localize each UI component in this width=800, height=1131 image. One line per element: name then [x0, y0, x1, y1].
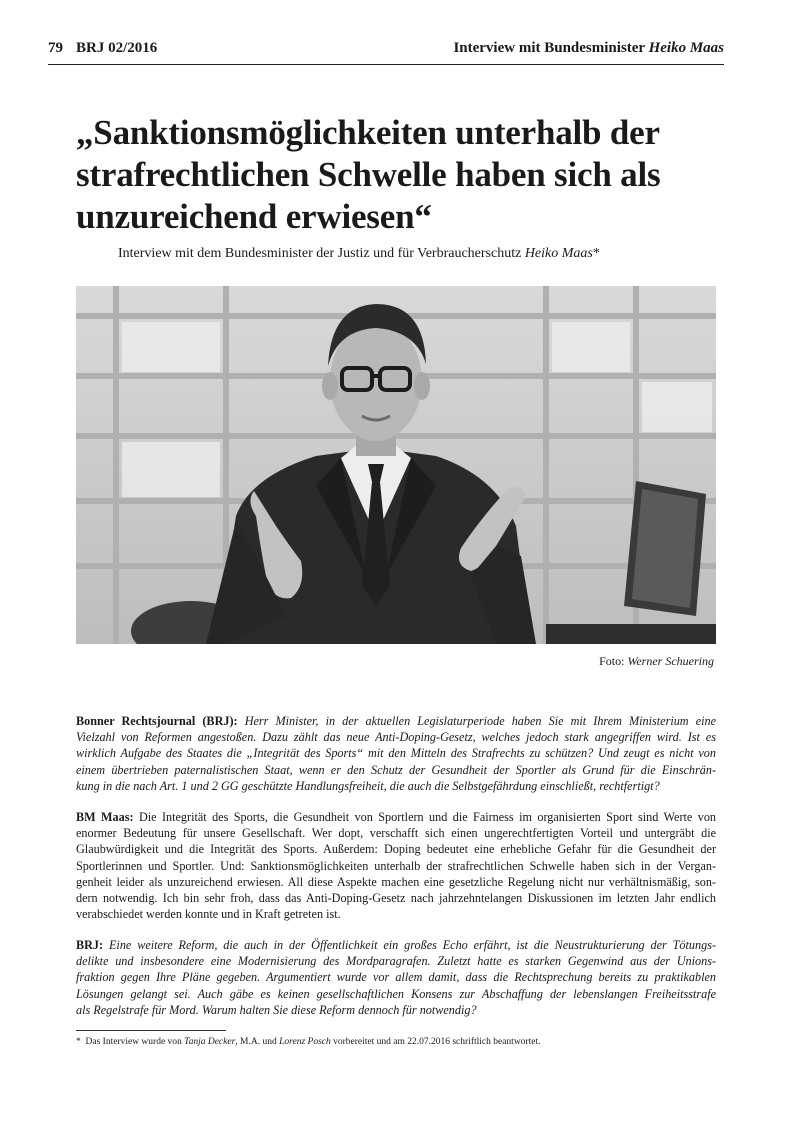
text-fragment: Eine weitere Reform, die auch in der Öffentlichkeit ein großes Echo erfährt, ist die Neustrukturierung der Tötungs-: [108, 938, 716, 952]
running-title-name: Heiko Maas: [648, 40, 724, 56]
journal-issue: BRJ 02/2016: [76, 40, 158, 56]
caption-label: Foto:: [599, 654, 625, 668]
text-line: [76, 809, 716, 825]
speaker-label: BM Maas:: [76, 810, 134, 824]
ear-left: [322, 372, 338, 400]
footnote-author: Tanja Decker: [184, 1037, 236, 1047]
page-number: 79: [48, 40, 63, 56]
question-2: [76, 937, 716, 1018]
text-line: enormer Bedeutung für unsere Gesellschaft. Wer dopt, verschafft sich einen ungerechtfertigten Vorteil und untergräbt die: [76, 826, 716, 841]
speaker-label: BRJ:: [76, 938, 104, 952]
text-line: [76, 713, 716, 729]
subtitle-name: Heiko Maas: [524, 246, 593, 261]
article-title: [76, 112, 716, 238]
text-line: kung in die nach Art. 1 und 2 GG geschützte Handlungsfreiheit, die auch die Selbstgefährdung einschließt, rechtfertigt?: [76, 778, 660, 793]
title-line: „Sanktionsmöglichkeiten unterhalb der: [76, 113, 660, 152]
footnote-divider: [76, 1030, 226, 1031]
text-line: dern notwendig. Ich bin sehr froh, dass das Anti-Doping-Gesetz nach jahrzehntelangen Diskussionen im letzten Jahr endlich: [76, 891, 716, 906]
text-line: Sportlerinnen und Sportler. Und: Sanktionsmöglichkeiten unterhalb der strafrechtlichen Schwelle haben sich in der Vergan-: [76, 858, 716, 873]
footnote-marker: *: [76, 1037, 81, 1047]
title-line: strafrechtlichen Schwelle haben sich als: [76, 155, 661, 194]
speaker-label: Bonner Rechtsjournal (BRJ):: [76, 714, 238, 728]
text-fragment: Die Integrität des Sports, die Gesundheit von Sportlern und die Fairness im organisierten Sport sind Werte von: [138, 810, 717, 824]
text-line: als Regelstrafe für Mord. Warum halten Sie diese Reform dennoch für notwendig?: [76, 1002, 477, 1017]
subtitle-footnote-marker: *: [592, 246, 600, 261]
text-line: genheit leider als unzureichend erwiesen. All diese Aspekte machen eine gesetzliche Regelung nicht nur verhältnismäßig, son-: [76, 874, 716, 889]
title-line: unzureichend erwiesen“: [76, 197, 432, 236]
running-header: [48, 38, 724, 65]
subtitle-text: Interview mit dem Bundesminister der Justiz und für Verbraucherschutz: [118, 246, 522, 261]
text-line: einem übertrieben paternalistischen Staat, wenn er den Schutz der Gesundheit der Sportler als Grund für die Einschrän-: [76, 762, 716, 777]
text-line: Glaubwürdigkeit und die Integrität des Sports. Außerdem: Doping bedeutet eine erhebliche Gefahr für die Gesundheit der: [76, 842, 716, 857]
running-title-prefix: Interview mit Bundesminister: [453, 40, 645, 56]
running-title: [453, 40, 724, 57]
text-line: Vielzahl von Reformen angestoßen. Dazu zählt das neue Anti-Doping-Gesetz, welches jedoch stark angegriffen wird. Ist es: [76, 730, 716, 745]
portrait-photo: [76, 286, 716, 644]
photo-caption: [599, 654, 714, 669]
footnote: [76, 1037, 540, 1047]
portrait-illustration: [76, 286, 716, 644]
ear-right: [414, 372, 430, 400]
footnote-text: Das Interview wurde von: [85, 1037, 182, 1047]
text-line: Lösungen gelangt sei. Auch gäbe es keinen gesellschaftlichen Konsens zur Abschaffung der lebenslangen Freiheitsstrafe: [76, 986, 716, 1001]
text-line: verabschiedet werden konnte und in Kraft getreten ist.: [76, 907, 341, 922]
footnote-text: , M.A. und: [235, 1037, 277, 1047]
desk: [546, 624, 716, 644]
answer-1: [76, 809, 716, 922]
monitor-screen: [632, 489, 698, 608]
text-line: fraktion gegen Ihre Pläne gegeben. Argumentiert wurde vor allem damit, dass die Rechtsprechung bereits zu praktikablen: [76, 970, 716, 985]
text-line: [76, 937, 716, 953]
text-line: wirklich Aufgabe des Staates die „Integrität des Sports“ mit den Mitteln des Strafrechts zu schützen? Und zeugt es nicht von: [76, 746, 716, 761]
question-1: [76, 713, 716, 794]
text-fragment: Herr Minister, in der aktuellen Legislaturperiode haben Sie mit Ihrem Ministerium eine: [244, 714, 716, 728]
footnote-author: Lorenz Posch: [279, 1037, 331, 1047]
article-subtitle: [118, 246, 600, 262]
text-line: delikte und insbesondere eine Modernisierung des Mordparagrafen. Zuletzt hatte es starken Gegenwind aus der Unions-: [76, 954, 716, 969]
caption-credit: Werner Schuering: [627, 654, 714, 668]
footnote-text: vorbereitet und am 22.07.2016 schriftlich beantwortet.: [333, 1037, 541, 1047]
